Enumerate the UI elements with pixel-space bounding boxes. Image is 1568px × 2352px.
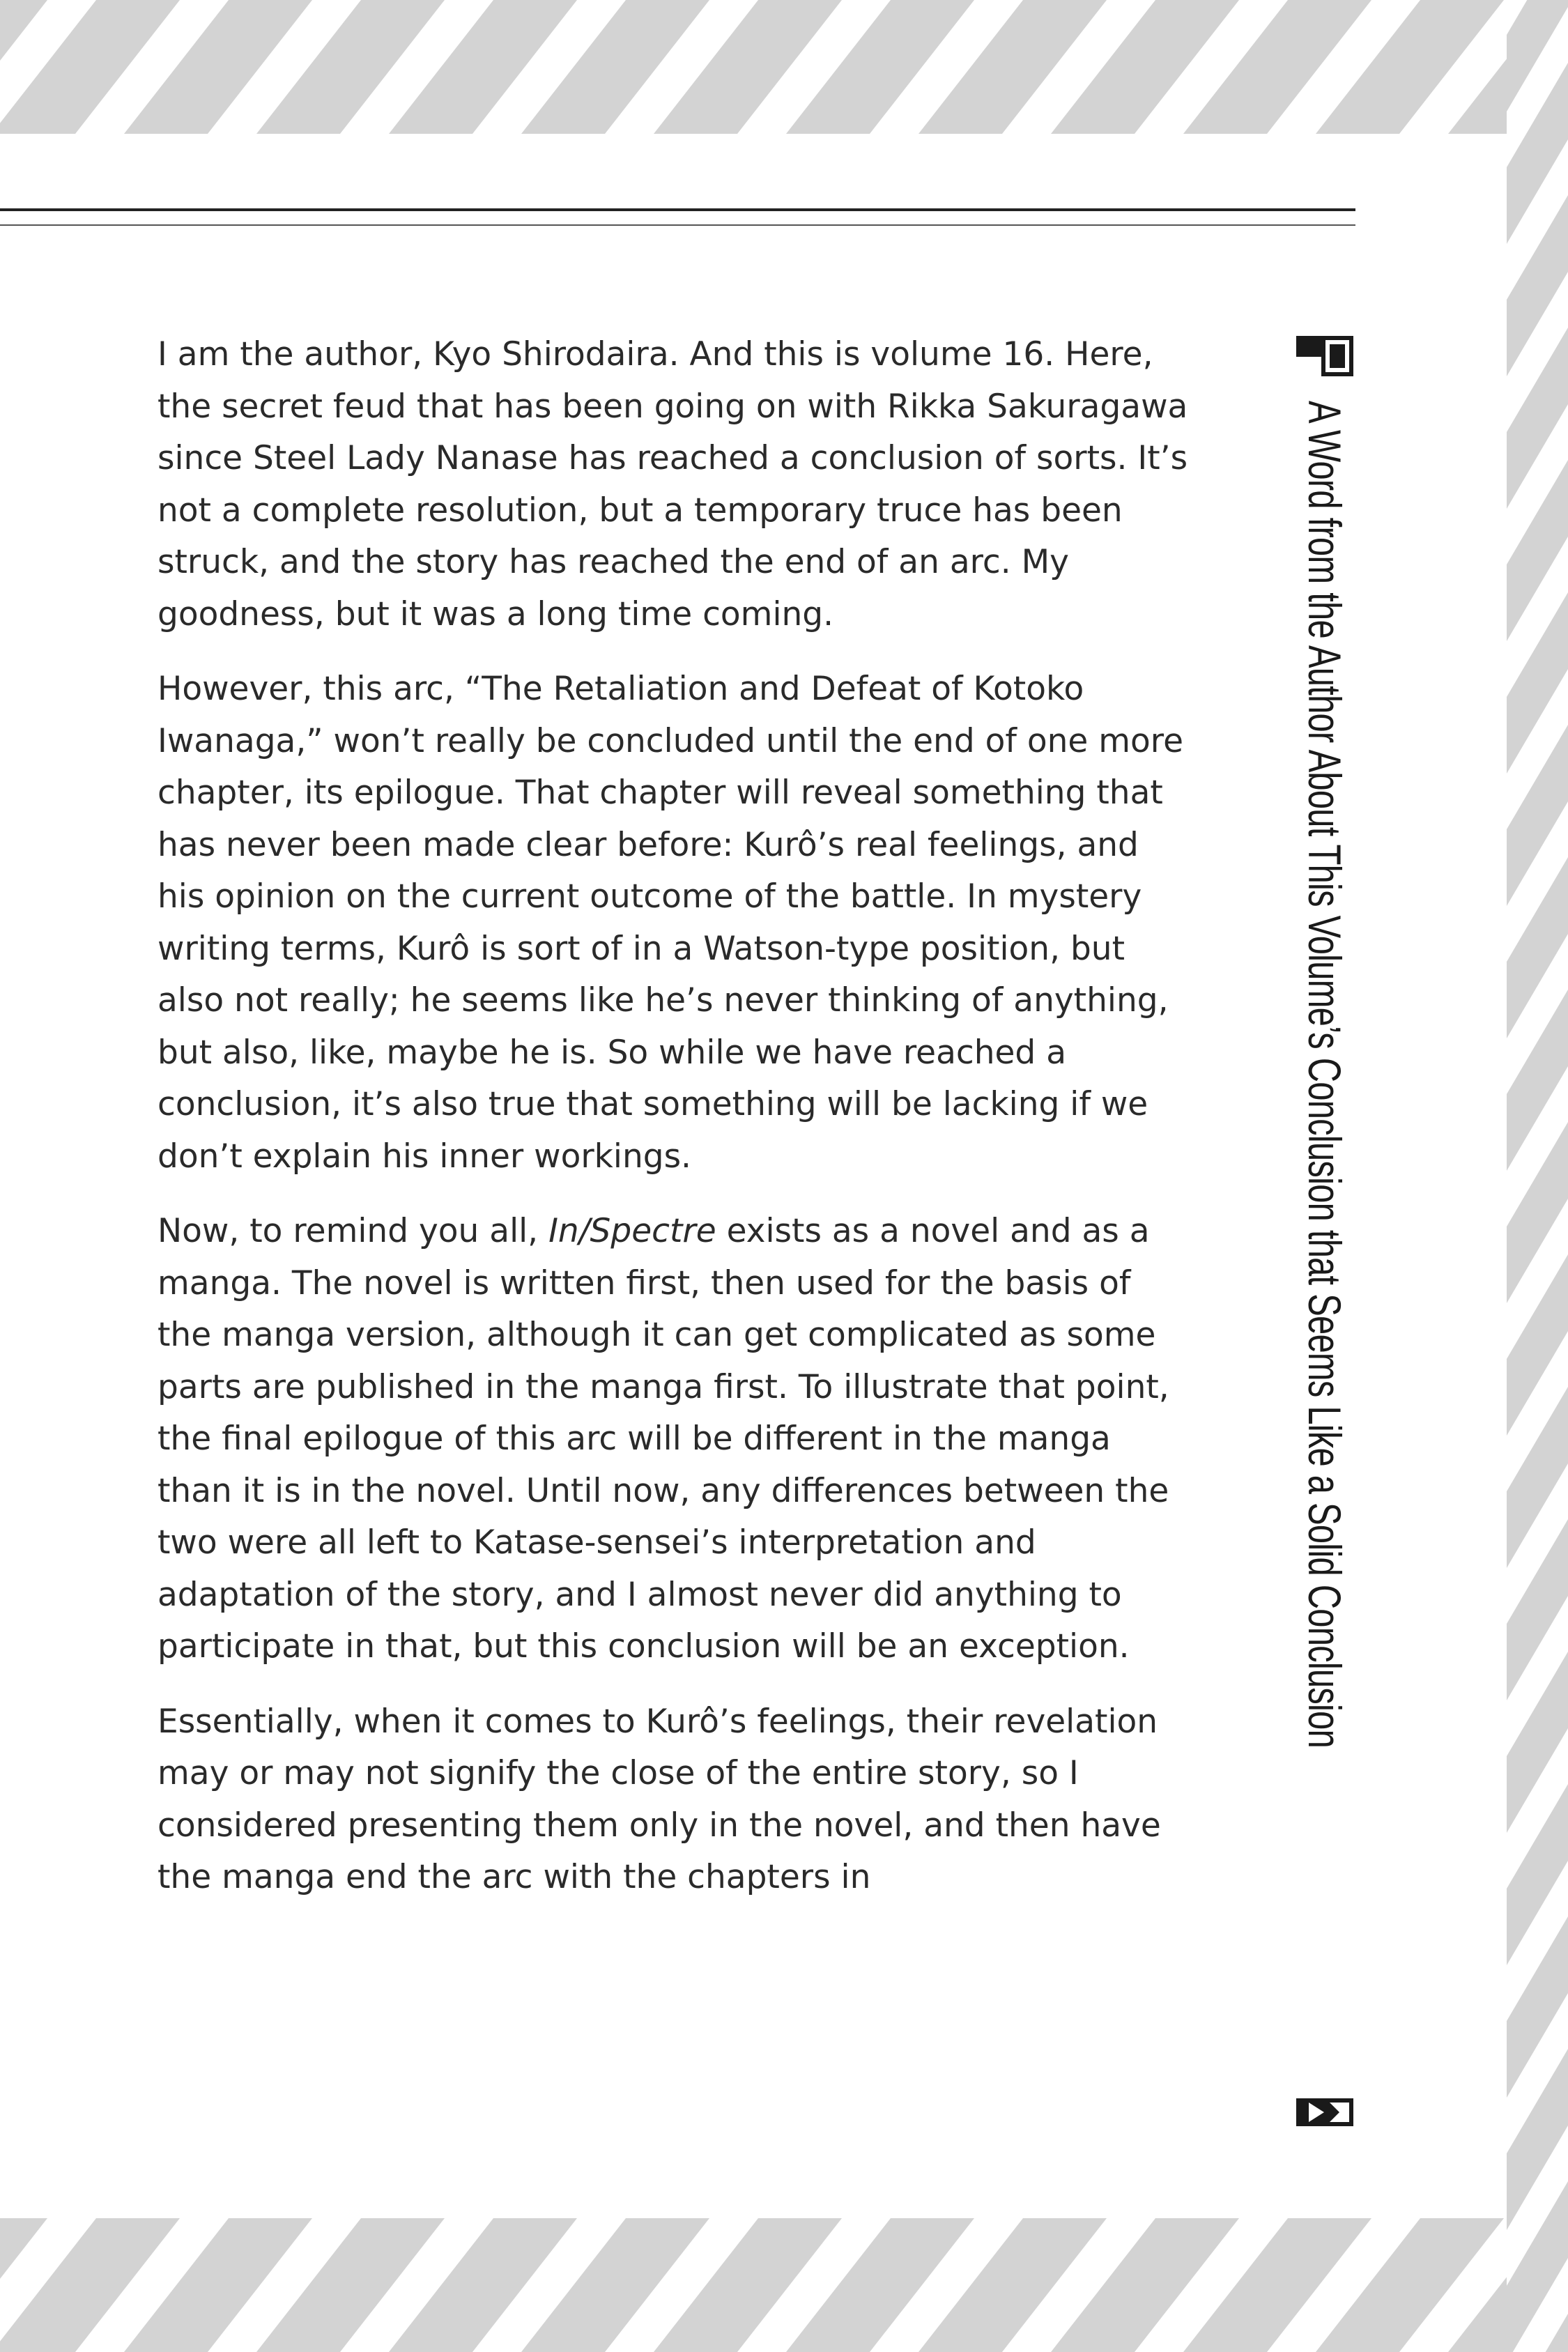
paragraph-3	[157, 1206, 1189, 1673]
vertical-title	[1293, 401, 1356, 2073]
paragraph-2: However, this arc, “The Retaliation and Defeat of Kotoko Iwanaga,” won’t really be concluded until the end of one more chapter, its epilogue. That chapter will reveal something that has never been made clear before: Kurô’s real feelings, and his opinion on the current outcome of the battle. In mystery writing terms, Kurô is sort of in a Watson-type position, but also not really; he seems like he’s never thinking of anything, but also, like, maybe he is. So while we have reached a conclusion, it’s also true that something will be lacking if we don’t explain his inner workings.	[157, 670, 1184, 1176]
top-stripe-border	[0, 0, 1568, 134]
title-text: A Word from the Author About This Volume’s Conclusion that Seems Like a Solid Conclusion	[1299, 401, 1351, 1748]
paragraph-1: I am the author, Kyo Shirodaira. And this is volume 16. Here, the secret feud that has been going on with Rikka Sakuragawa since Steel Lady Nanase has reached a conclusion of sorts. It’s not a complete resolution, but a temporary truce has been struck, and the story has reached the end of an arc. My goodness, but it was a long time coming.	[157, 335, 1188, 633]
paragraph-3-intro: Now, to remind you all,	[157, 1212, 549, 1250]
paragraph-3-rest: exists as a novel and as a manga. The novel is written first, then used for the basis of the manga version, although it can get complicated as some parts are published in the manga first. To illustrate that point, the final epilogue of this arc will be different in the manga than it is in the novel. Until now, any differences between the two were all left to Katase-sensei’s interpretation and adaptation of the story, and I almost never did anything to participate in that, but this conclusion will be an exception.	[157, 1212, 1169, 1666]
title-ornament-top-icon	[1293, 332, 1356, 381]
book-title-italic: In/Spectre	[548, 1212, 716, 1250]
top-stripes	[0, 0, 1568, 134]
bottom-stripes	[0, 2218, 1568, 2352]
header-rule-thick	[0, 208, 1355, 211]
bottom-stripe-border	[0, 2218, 1568, 2352]
paragraph-4: Essentially, when it comes to Kurô’s feelings, their revelation may or may not signify the close of the entire story, so I considered presenting them only in the novel, and then have the manga end the arc with the chapters in	[157, 1702, 1161, 1896]
title-ornament-bottom-icon	[1293, 2096, 1356, 2129]
right-stripes	[1507, 0, 1568, 2352]
right-stripe-border	[1507, 0, 1568, 2352]
header-rule-thin	[0, 224, 1355, 226]
body-text	[157, 329, 1189, 1927]
